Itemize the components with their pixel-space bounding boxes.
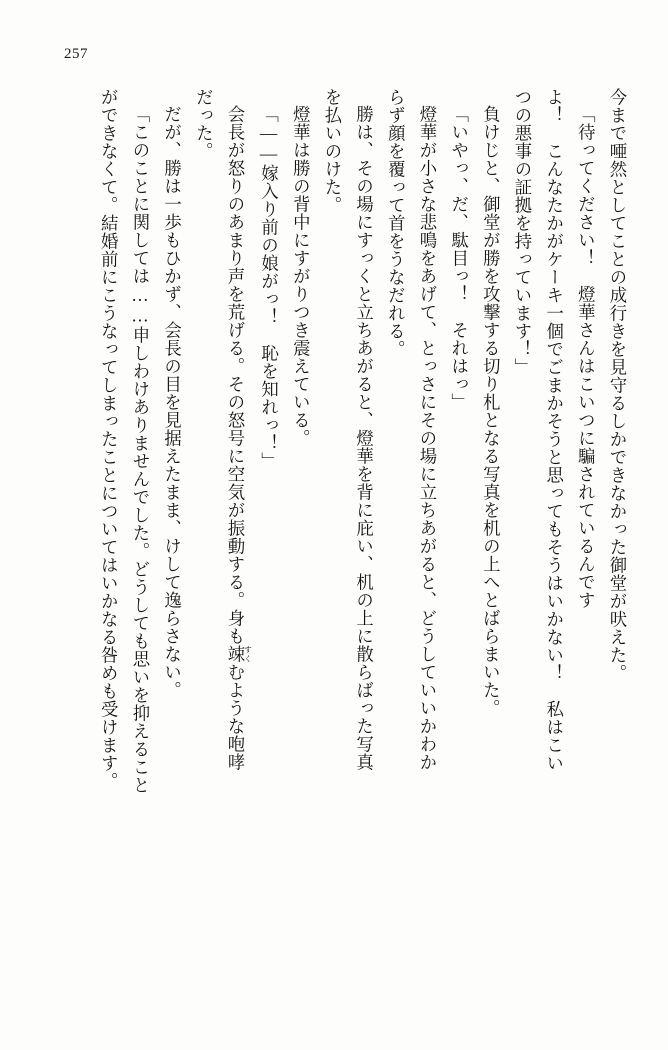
text-line: 「このことに関しては……申しわけありませんでした。どうしても思いを抑えること <box>129 105 150 795</box>
text-line: 燈華は勝の背中にすがりつき震えている。 <box>290 105 311 447</box>
text-line: つの悪事の証拠を持っています！」 <box>511 88 532 376</box>
text-line: 勝は、その場にすっくと立ちあがると、燈華を背に庇い、机の上に散らばった写真 <box>353 105 374 771</box>
text-line: を払いのけた。 <box>321 88 342 214</box>
text-line: 負けじと、御堂が勝を攻撃する切り札となる写真を机の上へとばらまいた。 <box>480 105 501 717</box>
page-text-body <box>36 88 632 1024</box>
ruby-annotation: 竦すく <box>224 645 253 663</box>
text-line: よ！ こんなたかがケーキ一個でごまかそうと思ってもそうはいかない！ 私はこい <box>543 88 564 772</box>
text-line: 「――嫁入り前の娘がっ！ 恥を知れっ！」 <box>258 105 279 471</box>
text-line: らず顔を覆って首をうなだれる。 <box>385 88 406 358</box>
text-line: 「いやっ、だ、駄目っ！ それはっ」 <box>448 105 469 411</box>
text-line-with-ruby: 会長が怒りのあまり声を荒げる。その怒号に空気が振動する。身も竦すくむような咆哮 <box>224 105 253 771</box>
text-line: ができなくて。結婚前にこうなってしまったことについてはいかなる咎めも受けます。 <box>98 88 119 790</box>
text-line: だが、勝は一歩もひかず、会長の目を見据えたまま、けして逸らさない。 <box>161 105 182 699</box>
text-line: 今まで唖然としてことの成行きを見守るしかできなかった御堂が吠えた。 <box>607 88 627 682</box>
page-number: 257 <box>64 46 88 62</box>
text-line: 「待ってください！ 燈華さんはこいつに騙されているんです <box>575 105 596 609</box>
text-line: だった。 <box>193 88 214 160</box>
text-line: 燈華が小さな悲鳴をあげて、とっさにその場に立ちあがると、どうしていいかわか <box>416 105 437 771</box>
